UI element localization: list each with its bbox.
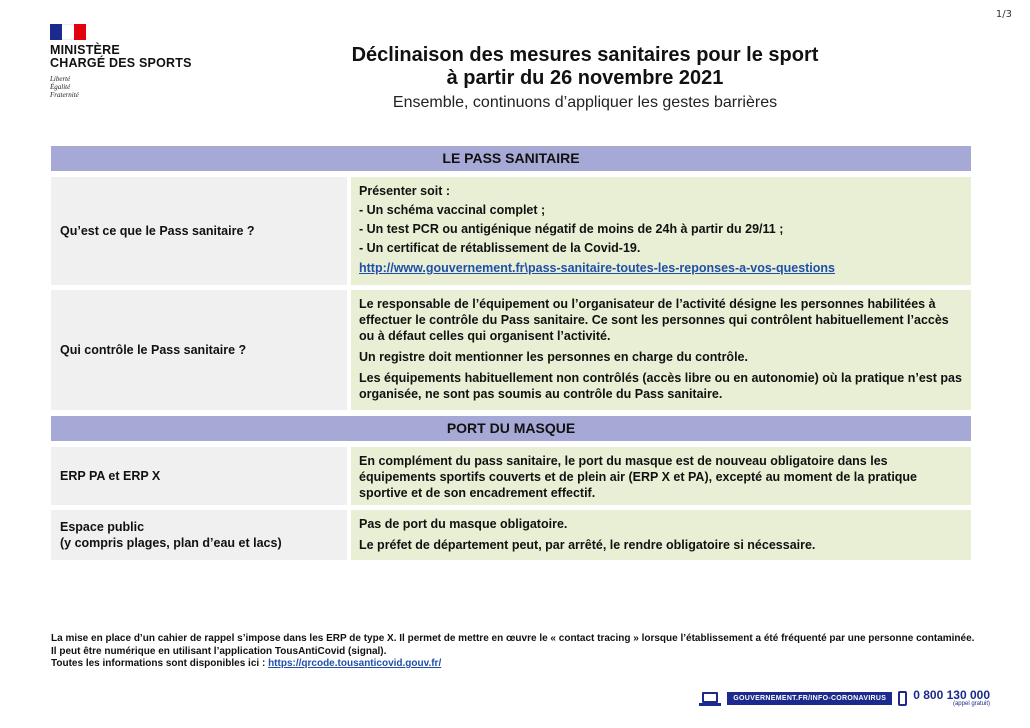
ministry-logo [50, 24, 210, 99]
ministry-line-1: MINISTÈRE [50, 43, 120, 57]
section-header-pass-sanitaire [51, 146, 971, 171]
answer-cell [351, 177, 971, 285]
tousanticovid-link[interactable]: https://qrcode.tousanticovid.gouv.fr/ [268, 658, 442, 669]
phone-icon [898, 691, 907, 706]
question-cell [51, 510, 347, 560]
coronavirus-info-url[interactable]: GOUVERNEMENT.FR/INFO-CORONAVIRUS [727, 692, 892, 705]
answer-paragraph: Un registre doit mentionner les personnes en charge du contrôle. [359, 350, 748, 364]
page-header [240, 44, 930, 113]
section-header-port-du-masque [51, 416, 971, 441]
footer-contact [699, 689, 990, 708]
answer-paragraph: Le responsable de l’équipement ou l’organisateur de l’activité désigne les personnes habilitées à effectuer le contrôle du Pass sanitaire. Ce sont les personnes qui contrôlent habituellement l’accès ou à défaut celles qui organisent l’activité. [359, 297, 949, 343]
answer-paragraph: Pas de port du masque obligatoire. [359, 517, 568, 531]
answer-line: - Un test PCR ou antigénique négatif de moins de 24h à partir du 29/11 ; [359, 222, 784, 236]
answer-line: Présenter soit : [359, 184, 451, 198]
ministry-name [50, 44, 210, 70]
footnote-info-label: Toutes les informations sont disponibles ici : [51, 658, 266, 669]
page-subtitle: Ensemble, continuons d’appliquer les gestes barrières [392, 94, 778, 111]
phone-note: (appel gratuit) [952, 701, 990, 707]
section-title: LE PASS SANITAIRE [442, 150, 580, 166]
republic-motto [50, 75, 210, 99]
title-line-1: Déclinaison des mesures sanitaires pour le sport [351, 44, 819, 66]
question-label-line-2: (y compris plages, plan d’eau et lacs) [60, 536, 282, 550]
title-line-2: à partir du 26 novembre 2021 [446, 67, 724, 89]
question-label-line-1: Espace public [60, 520, 145, 534]
answer-paragraph: En complément du pass sanitaire, le port du masque est de nouveau obligatoire dans les équipements sportifs couverts et de plein air (ERP X et PA), excepté au moment de la pratique sportive et de son encadrement effectif. [359, 454, 918, 500]
answer-cell [351, 510, 971, 560]
question-label: Qui contrôle le Pass sanitaire ? [60, 343, 247, 357]
answer-cell [351, 447, 971, 505]
page-number: 1/3 [995, 9, 1012, 20]
phone-contact [913, 689, 990, 708]
answer-line: - Un certificat de rétablissement de la Covid-19. [359, 241, 641, 255]
footnote-text: La mise en place d’un cahier de rappel s’impose dans les ERP de type X. Il permet de mettre en œuvre le « contact tracing » lorsque l’établissement a été fréquenté par une personne contaminée. Il peut être numérique en utilisant l’application TousAntiCovid (signal). [51, 633, 975, 657]
answer-cell [351, 290, 971, 410]
question-cell [51, 290, 347, 410]
motto-egalite: Égalité [50, 83, 71, 91]
answer-paragraph: Les équipements habituellement non contrôlés (accès libre ou en autonomie) où la pratique n’est pas organisée, ne sont pas soumis au contrôle du Pass sanitaire. [359, 371, 962, 401]
answer-paragraph: Le préfet de département peut, par arrêté, le rendre obligatoire si nécessaire. [359, 538, 816, 552]
motto-liberte: Liberté [50, 75, 71, 83]
french-flag-icon [50, 24, 86, 40]
pass-sanitaire-info-link[interactable]: http://www.gouvernement.fr\pass-sanitaire-toutes-les-reponses-a-vos-questions [359, 261, 836, 275]
question-label: Qu’est ce que le Pass sanitaire ? [60, 224, 255, 238]
page-title [240, 44, 930, 90]
question-cell [51, 177, 347, 285]
answer-line: - Un schéma vaccinal complet ; [359, 203, 546, 217]
question-cell [51, 447, 347, 505]
motto-fraternite: Fraternité [50, 91, 79, 99]
question-label: ERP PA et ERP X [60, 469, 161, 483]
phone-number[interactable]: 0 800 130 000 [913, 688, 990, 702]
section-title: PORT DU MASQUE [446, 420, 576, 436]
laptop-icon [699, 691, 721, 707]
ministry-line-2: CHARGÉ DES SPORTS [50, 56, 192, 70]
footnote [51, 633, 981, 671]
